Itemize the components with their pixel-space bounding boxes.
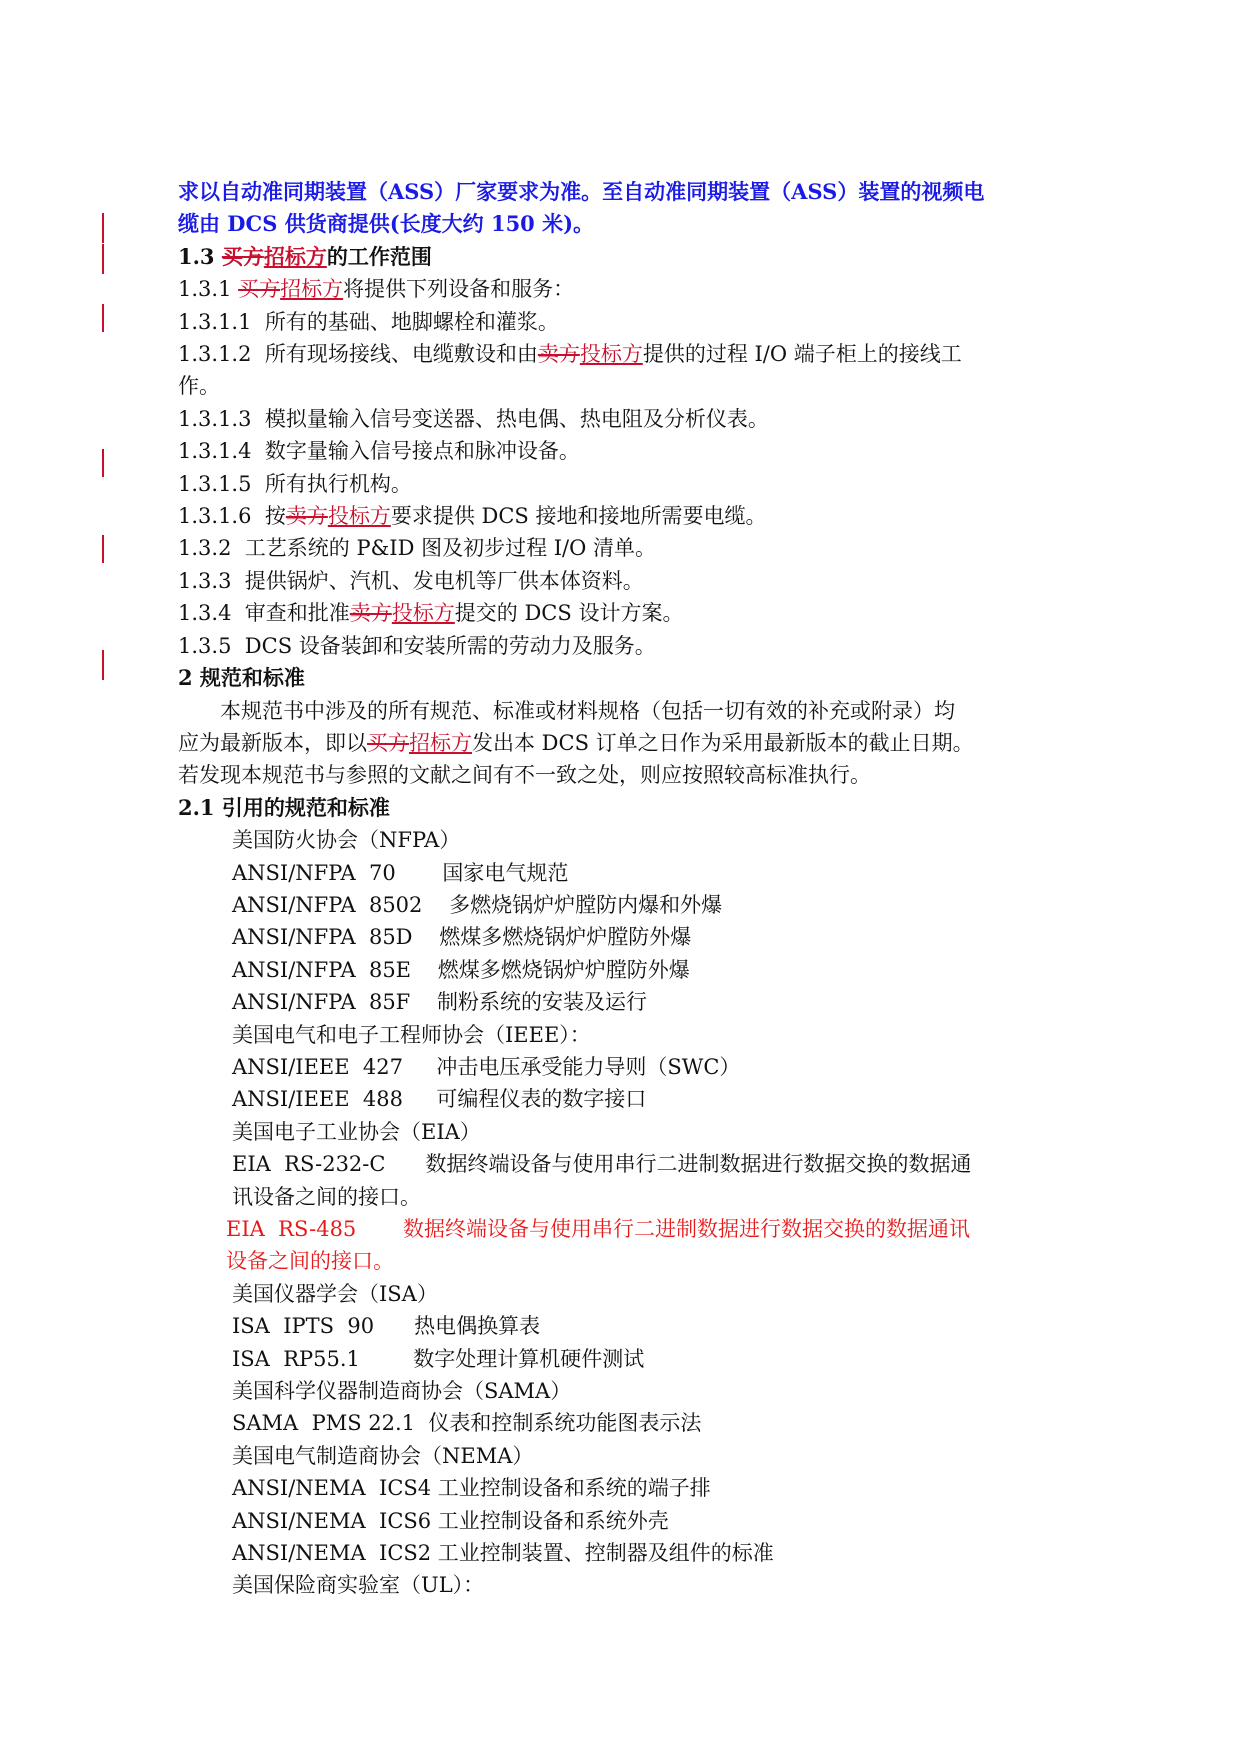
deleted-text: 买方 bbox=[238, 277, 281, 302]
standard-line: ISA RP55.1 数字处理计算机硬件测试 bbox=[232, 1346, 645, 1371]
list-item: 1.3.5 DCS 设备装卸和安装所需的劳动力及服务。 bbox=[178, 633, 656, 658]
deleted-text: 买方 bbox=[221, 243, 264, 269]
standard-line-continuation: 讯设备之间的接口。 bbox=[232, 1184, 421, 1209]
inserted-text: 招标方 bbox=[280, 277, 344, 302]
standard-line: ANSI/NEMA ICS6 工业控制设备和系统外壳 bbox=[232, 1508, 669, 1533]
inserted-text: 招标方 bbox=[263, 243, 327, 269]
list-item: 1.3.3 提供锅炉、汽机、发电机等厂供本体资料。 bbox=[178, 568, 644, 593]
section-heading-1-3: 1.3 买方招标方的工作范围 bbox=[178, 243, 432, 269]
inserted-text: 投标方 bbox=[579, 342, 643, 367]
standard-line: SAMA PMS 22.1 仪表和控制系统功能图表示法 bbox=[232, 1411, 702, 1436]
standard-line: ANSI/NFPA 8502 多燃烧锅炉炉膛防内爆和外爆 bbox=[232, 892, 723, 917]
intro-line: 求以自动准同期装置（ASS）厂家要求为准。至自动准同期装置（ASS）装置的视频电 bbox=[178, 179, 985, 204]
standard-line: ANSI/NFPA 85E 燃煤多燃烧锅炉炉膛防外爆 bbox=[232, 957, 690, 982]
list-item: 1.3.4 审查和批准卖方投标方提交的 DCS 设计方案。 bbox=[178, 601, 684, 626]
intro-line: 缆由 DCS 供货商提供(长度大约 150 米)。 bbox=[178, 211, 595, 237]
section-heading-2: 2 规范和标准 bbox=[178, 665, 305, 691]
standard-line: ANSI/NEMA ICS2 工业控制装置、控制器及组件的标准 bbox=[232, 1541, 774, 1566]
standard-line: ANSI/IEEE 427 冲击电压承受能力导则（SWC） bbox=[232, 1054, 741, 1079]
standard-line: ISA IPTS 90 热电偶换算表 bbox=[232, 1314, 541, 1339]
standard-line: ANSI/NFPA 85D 燃煤多燃烧锅炉炉膛防外爆 bbox=[232, 925, 692, 950]
deleted-text: 买方 bbox=[367, 730, 409, 755]
section-heading-2-1: 2.1 引用的规范和标准 bbox=[178, 794, 390, 820]
list-item-continuation: 作。 bbox=[178, 374, 220, 399]
inserted-text: 投标方 bbox=[391, 601, 455, 626]
change-bar bbox=[102, 449, 104, 477]
change-bar bbox=[102, 244, 104, 274]
standard-line: 美国防火协会（NFPA） bbox=[232, 828, 461, 853]
change-bar bbox=[102, 535, 104, 563]
list-item: 1.3.1.4 数字量输入信号接点和脉冲设备。 bbox=[178, 439, 580, 464]
paragraph-line: 本规范书中涉及的所有规范、标准或材料规格（包括一切有效的补充或附录）均 bbox=[220, 698, 955, 723]
standard-line: 美国科学仪器制造商协会（SAMA） bbox=[232, 1379, 572, 1404]
standard-line: ANSI/NFPA 70 国家电气规范 bbox=[232, 860, 569, 885]
standard-line: ANSI/NFPA 85F 制粉系统的安装及运行 bbox=[232, 990, 647, 1015]
list-item: 1.3.1.2 所有现场接线、电缆敷设和由卖方投标方提供的过程 I/O 端子柜上的接线工 bbox=[178, 342, 962, 367]
change-bar bbox=[102, 213, 104, 243]
standard-line-added-continuation: 设备之间的接口。 bbox=[226, 1249, 394, 1274]
list-item: 1.3.1.3 模拟量输入信号变送器、热电偶、热电阻及分析仪表。 bbox=[178, 406, 769, 431]
deleted-text: 卖方 bbox=[285, 504, 328, 529]
list-item: 1.3.1.6 按卖方投标方要求提供 DCS 接地和接地所需要电缆。 bbox=[178, 504, 767, 529]
inserted-text: 招标方 bbox=[409, 730, 472, 755]
standard-line: 美国仪器学会（ISA） bbox=[232, 1281, 438, 1306]
paragraph-line: 应为最新版本，即以买方招标方发出本 DCS 订单之日作为采用最新版本的截止日期。 bbox=[178, 730, 974, 755]
standard-line: 美国电子工业协会（EIA） bbox=[232, 1119, 481, 1144]
standard-line: 美国电气和电子工程师协会（IEEE）： bbox=[232, 1022, 591, 1047]
change-bar bbox=[102, 650, 104, 680]
standard-line: EIA RS-232-C 数据终端设备与使用串行二进制数据进行数据交换的数据通 bbox=[232, 1152, 972, 1177]
document-body bbox=[178, 176, 1113, 1602]
inserted-text: 投标方 bbox=[327, 504, 391, 529]
change-bar bbox=[102, 304, 104, 332]
standard-line: ANSI/NEMA ICS4 工业控制设备和系统的端子排 bbox=[232, 1476, 711, 1501]
standard-line-added: EIA RS-485 数据终端设备与使用串行二进制数据进行数据交换的数据通讯 bbox=[226, 1217, 971, 1241]
list-item: 1.3.2 工艺系统的 P&ID 图及初步过程 I/O 清单。 bbox=[178, 536, 657, 561]
list-item: 1.3.1.1 所有的基础、地脚螺栓和灌浆。 bbox=[178, 309, 559, 334]
standard-line: ANSI/IEEE 488 可编程仪表的数字接口 bbox=[232, 1087, 647, 1112]
standard-line: 美国保险商实验室（UL）： bbox=[232, 1573, 485, 1598]
list-item: 1.3.1 买方招标方将提供下列设备和服务： bbox=[178, 277, 575, 302]
deleted-text: 卖方 bbox=[537, 342, 580, 367]
standard-line: 美国电气制造商协会（NEMA） bbox=[232, 1443, 534, 1468]
paragraph-line: 若发现本规范书与参照的文献之间有不一致之处，则应按照较高标准执行。 bbox=[178, 763, 871, 788]
list-item: 1.3.1.5 所有执行机构。 bbox=[178, 471, 412, 496]
deleted-text: 卖方 bbox=[349, 601, 392, 626]
